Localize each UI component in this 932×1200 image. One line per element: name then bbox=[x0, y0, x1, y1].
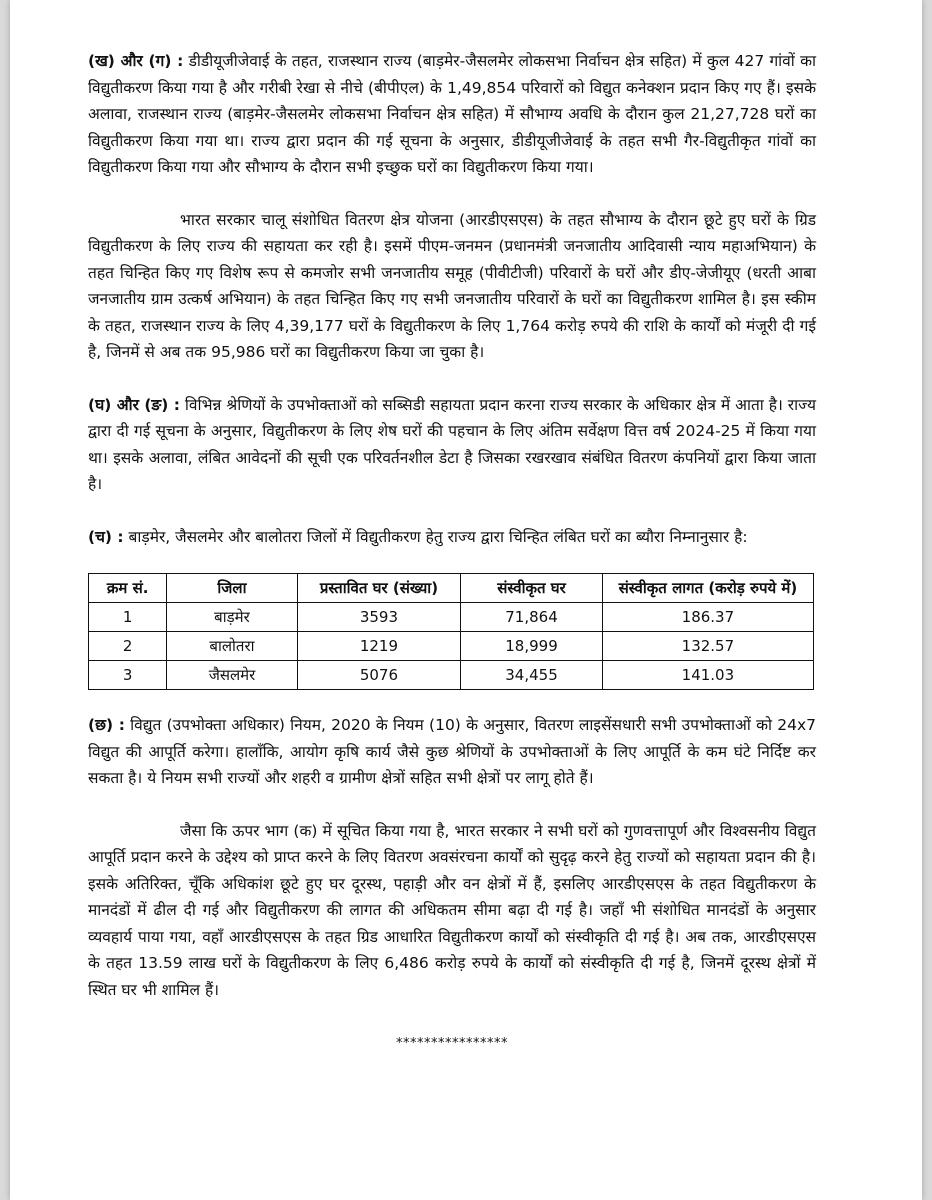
section-text: डीडीयूजीजेवाई के तहत, राजस्थान राज्य (बाड़मेर-जैसलमेर लोकसभा निर्वाचन क्षेत्र सहित) में कुल 427 गांवों का विद्युतीकरण किया गया है और गरीबी रेखा से नीचे (बीपीएल) के 1,49,854 परिवारों को विद्युत कनेक्शन प्रदान किए गए हैं। इसके अलावा, राजस्थान राज्य (बाड़मेर-जैसलमेर लोकसभा निर्वाचन क्षेत्र सहित) में सौभाग्य अवधि के दौरान कुल 21,27,728 घरों का विद्युतीकरण किया गया था। राज्य द्वारा प्रदान की गई सूचना के अनुसार, डीडीयूजीजेवाई के तहत सभी गैर-विद्युतीकृत गांवों का विद्युतीकरण किया गया और सौभाग्य के दौरान सभी इच्छुक घरों का विद्युतीकरण किया गया। bbox=[88, 52, 816, 176]
table-cell: 186.37 bbox=[602, 603, 813, 632]
column-header-district: जिला bbox=[167, 574, 297, 603]
table-cell: 5076 bbox=[297, 661, 461, 690]
section-text: बाड़मेर, जैसलमेर और बालोतरा जिलों में विद्युतीकरण हेतु राज्य द्वारा चिन्हित लंबित घरों का ब्यौरा निम्नानुसार है: bbox=[123, 527, 748, 546]
table-row bbox=[89, 632, 814, 661]
section-kh-ga bbox=[88, 48, 816, 181]
table-cell: 71,864 bbox=[461, 603, 603, 632]
table-cell: 1 bbox=[89, 603, 167, 632]
table-cell: 18,999 bbox=[461, 632, 603, 661]
table-cell: बालोतरा bbox=[167, 632, 297, 661]
table-cell: 132.57 bbox=[602, 632, 813, 661]
section-text: विभिन्न श्रेणियों के उपभोक्ताओं को सब्सिडी सहायता प्रदान करना राज्य सरकार के अधिकार क्षेत्र में आता है। राज्य द्वारा दी गई सूचना के अनुसार, विद्युतीकरण के लिए शेष घरों की पहचान के लिए अंतिम सर्वेक्षण वित्त वर्ष 2024-25 में किया गया था। इसके अलावा, लंबित आवेदनों की सूची एक परिवर्तनशील डेटा है जिसका रखरखाव संबंधित वितरण कंपनियों द्वारा किया जाता है। bbox=[88, 395, 816, 493]
table-cell: 34,455 bbox=[461, 661, 603, 690]
document-page bbox=[10, 0, 922, 1200]
section-text: विद्युत (उपभोक्ता अधिकार) नियम, 2020 के नियम (10) के अनुसार, वितरण लाइसेंसधारी सभी उपभोक्ताओं को 24x7 विद्युत की आपूर्ति करेगा। हालाँकि, आयोग कृषि कार्य जैसे कुछ श्रेणियों के उपभोक्ताओं के लिए आपूर्ति के कम घंटे निर्दिष्ट कर सकता है। ये नियम सभी राज्यों और शहरी व ग्रामीण क्षेत्रों सहित सभी क्षेत्रों पर लागू होते हैं। bbox=[88, 716, 816, 787]
section-gha-nga bbox=[88, 392, 816, 498]
section-chha bbox=[88, 712, 816, 792]
column-header-sanctioned: संस्वीकृत घर bbox=[461, 574, 603, 603]
pending-households-table bbox=[88, 573, 814, 690]
table-row bbox=[89, 603, 814, 632]
table-cell: 3 bbox=[89, 661, 167, 690]
table-cell: बाड़मेर bbox=[167, 603, 297, 632]
section-label: (घ) और (ङ) : bbox=[88, 395, 180, 414]
column-header-serial: क्रम सं. bbox=[89, 574, 167, 603]
section-label: (च) : bbox=[88, 527, 124, 546]
table-cell: जैसलमेर bbox=[167, 661, 297, 690]
section-cha bbox=[88, 524, 816, 551]
paragraph-rdss: भारत सरकार चालू संशोधित वितरण क्षेत्र योजना (आरडीएसएस) के तहत सौभाग्य के दौरान छूटे हुए घरों के ग्रिड विद्युतीकरण के लिए राज्य की सहायता कर रही है। इसमें पीएम-जनमन (प्रधानमंत्री जनजातीय आदिवासी न्याय महाअभियान) के तहत चिन्हित किए गए विशेष रूप से कमजोर सभी जनजातीय समूह (पीवीटीजी) परिवारों के घरों और डीए-जेजीयूए (धरती आबा जनजातीय ग्राम उत्कर्ष अभियान) के तहत चिन्हित किए गए सभी जनजातीय परिवारों के घरों का विद्युतीकरण शामिल है। इस स्कीम के तहत, राजस्थान राज्य के लिए 4,39,177 घरों के विद्युतीकरण के लिए 1,764 करोड़ रुपये की राशि के कार्यों को मंजूरी दी गई है, जिनमें से अब तक 95,986 घरों का विद्युतीकरण किया जा चुका है। bbox=[88, 210, 816, 361]
table-header-row bbox=[89, 574, 814, 603]
section-label: (छ) : bbox=[88, 716, 125, 734]
table-cell: 3593 bbox=[297, 603, 461, 632]
table-cell: 2 bbox=[89, 632, 167, 661]
table-cell: 141.03 bbox=[602, 661, 813, 690]
table-cell: 1219 bbox=[297, 632, 461, 661]
document-body bbox=[88, 48, 816, 1051]
column-header-proposed: प्रस्तावित घर (संख्या) bbox=[297, 574, 461, 603]
end-marker: **************** bbox=[396, 1036, 508, 1051]
paragraph-final: जैसा कि ऊपर भाग (क) में सूचित किया गया है, भारत सरकार ने सभी घरों को गुणवत्तापूर्ण और विश्वसनीय विद्युत आपूर्ति प्रदान करने के उद्देश्य को प्राप्त करने के लिए वितरण अवसंरचना कार्यों को सुदृढ़ करने हेतु राज्यों को सहायता प्रदान की है। इसके अतिरिक्त, चूँकि अधिकांश छूटे हुए घर दूरस्थ, पहाड़ी और वन क्षेत्रों में हैं, इसलिए आरडीएसएस के तहत विद्युतीकरण के मानदंडों में ढील दी गई और विद्युतीकरण की लागत की अधिकतम सीमा बढ़ा दी गई है। जहाँ भी संशोधित मानदंडों के अनुसार व्यवहार्य पाया गया, वहाँ आरडीएसएस के तहत ग्रिड आधारित विद्युतीकरण कार्यों को संस्वीकृति दी गई है। अब तक, आरडीएसएस के तहत 13.59 लाख घरों के विद्युतीकरण के लिए 6,486 करोड़ रुपये के कार्यों को संस्वीकृति दी गई है, जिनमें दूरस्थ क्षेत्रों में स्थित घर भी शामिल हैं। bbox=[88, 821, 816, 999]
table-row bbox=[89, 661, 814, 690]
section-label: (ख) और (ग) : bbox=[88, 52, 184, 70]
column-header-cost: संस्वीकृत लागत (करोड़ रुपये में) bbox=[602, 574, 813, 603]
